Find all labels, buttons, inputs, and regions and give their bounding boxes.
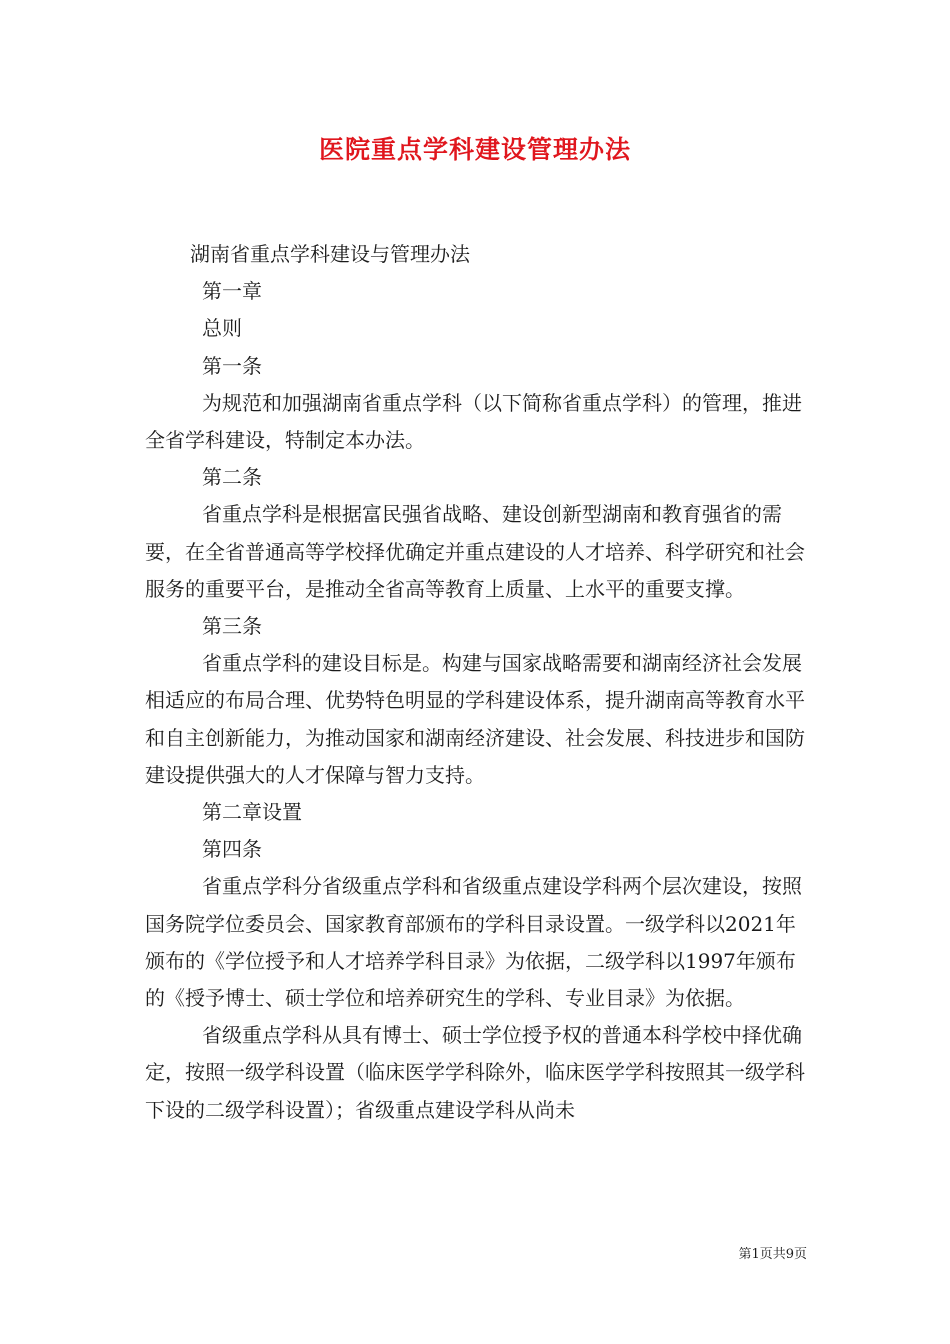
paragraph-body: 为规范和加强湖南省重点学科（以下简称省重点学科）的管理，推进全省学科建设，特制定本办法。 (145, 390, 802, 453)
paragraph-article-4: 第四条 (202, 837, 262, 862)
paragraph-body: 省重点学科是根据富民强省战略、建设创新型湖南和教育强省的需要，在全省普通高等学校择优确定并重点建设的人才培养、科学研究和社会服务的重要平台，是推动全省高等教育上质量、上水平的重要支撑。 (145, 502, 805, 601)
document-title: 医院重点学科建设管理办法 (318, 135, 631, 164)
paragraph-subtitle: 湖南省重点学科建设与管理办法 (190, 242, 470, 266)
document-body (145, 236, 807, 1129)
paragraph-chapter-1: 第一章 (202, 279, 262, 304)
paragraph-body: 省重点学科分省级重点学科和省级重点建设学科两个层次建设，按照国务院学位委员会、国家教育部颁布的学科目录设置。一级学科以2021年颁布的《学位授予和人才培养学科目录》为依据，二级学科以1997年颁布的《授予博士、硕士学位和培养研究生的学科、专业目录》为依据。 (145, 874, 802, 1011)
paragraph-article-2: 第二条 (202, 465, 262, 490)
paragraph-article-3: 第三条 (202, 614, 262, 639)
paragraph-body: 省重点学科的建设目标是。构建与国家战略需要和湖南经济社会发展相适应的布局合理、优势特色明显的学科建设体系，提升湖南高等教育水平和自主创新能力，为推动国家和湖南经济建设、社会发展、科技进步和国防建设提供强大的人才保障与智力支持。 (145, 651, 805, 787)
paragraph-article-1: 第一条 (202, 353, 262, 378)
paragraph-general-rules: 总则 (202, 316, 242, 341)
page-number: 第1页共9页 (738, 1247, 807, 1262)
paragraph-body: 省级重点学科从具有博士、硕士学位授予权的普通本科学校中择优确定，按照一级学科设置（临床医学学科除外，临床医学学科按照其一级学科下设的二级学科设置）；省级重点建设学科从尚未 (145, 1023, 805, 1122)
paragraph-chapter-2: 第二章设置 (202, 800, 302, 825)
